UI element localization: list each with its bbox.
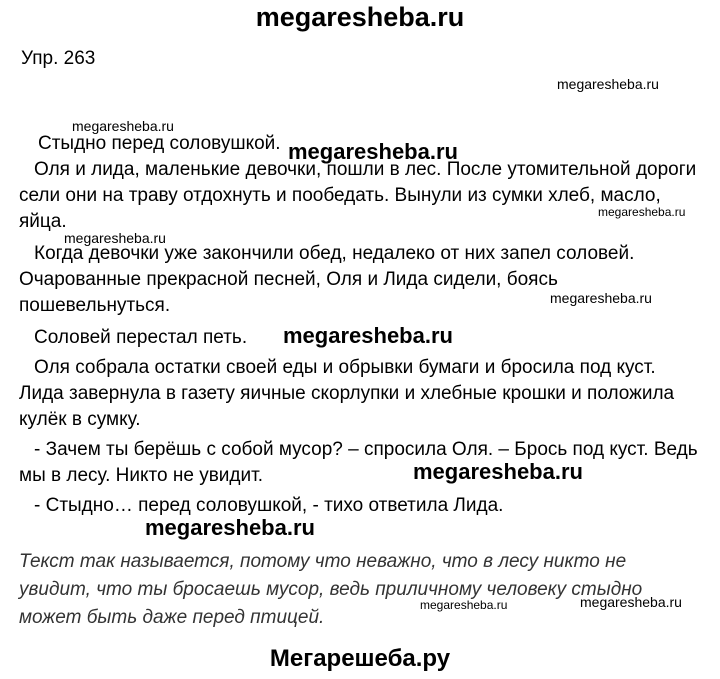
watermark: megaresheba.ru [413, 459, 583, 484]
story-title: Стыдно перед соловушкой. [38, 133, 281, 154]
watermark: megaresheba.ru [550, 290, 652, 306]
answer-line: Текст так называется, потому что неважно, что в лесу никто не [19, 551, 627, 572]
dialogue-line: - Зачем ты берёшь с собой мусор? – спросила Оля. – Брось под куст. Ведь [34, 439, 698, 460]
answer-line: увидит, что ты бросаешь мусор, ведь приличному человеку стыдно [19, 579, 643, 600]
site-footer: Мегарешеба.ру [269, 645, 451, 672]
watermark: megaresheba.ru [145, 515, 315, 540]
text-line: Очарованные прекрасной песней, Оля и Лида сидели, боясь [19, 269, 558, 290]
watermark: megaresheba.ru [72, 118, 174, 134]
text-line: пошевельнуться. [19, 295, 171, 316]
text-line: кулёк в сумку. [19, 409, 141, 430]
watermark: megaresheba.ru [283, 323, 453, 348]
site-header: megaresheba.ru [255, 2, 465, 32]
watermark: megaresheba.ru [557, 76, 659, 92]
watermark: megaresheba.ru [598, 205, 686, 219]
answer-line: может быть даже перед птицей. [19, 607, 325, 628]
exercise-label: Упр. 263 [21, 48, 96, 69]
text-line: сели они на траву отдохнуть и пообедать. Вынули из сумки хлеб, масло, [19, 185, 661, 206]
watermark: megaresheba.ru [288, 139, 458, 164]
text-line: Когда девочки уже закончили обед, недалеко от них запел соловей. [34, 243, 635, 264]
watermark: megaresheba.ru [64, 230, 166, 246]
watermark: megaresheba.ru [420, 598, 508, 612]
dialogue-line: - Стыдно… перед соловушкой, - тихо ответила Лида. [34, 495, 504, 516]
text-line: Лида завернула в газету яичные скорлупки и хлебные крошки и положила [19, 383, 675, 404]
dialogue-line: мы в лесу. Никто не увидит. [19, 465, 263, 486]
watermark: megaresheba.ru [580, 594, 682, 610]
text-line: яйца. [19, 211, 67, 232]
text-line: Оля и лида, маленькие девочки, пошли в лес. После утомительной дороги [34, 159, 697, 180]
text-line: Соловей перестал петь. [34, 327, 248, 348]
text-line: Оля собрала остатки своей еды и обрывки бумаги и бросила под куст. [34, 357, 656, 378]
